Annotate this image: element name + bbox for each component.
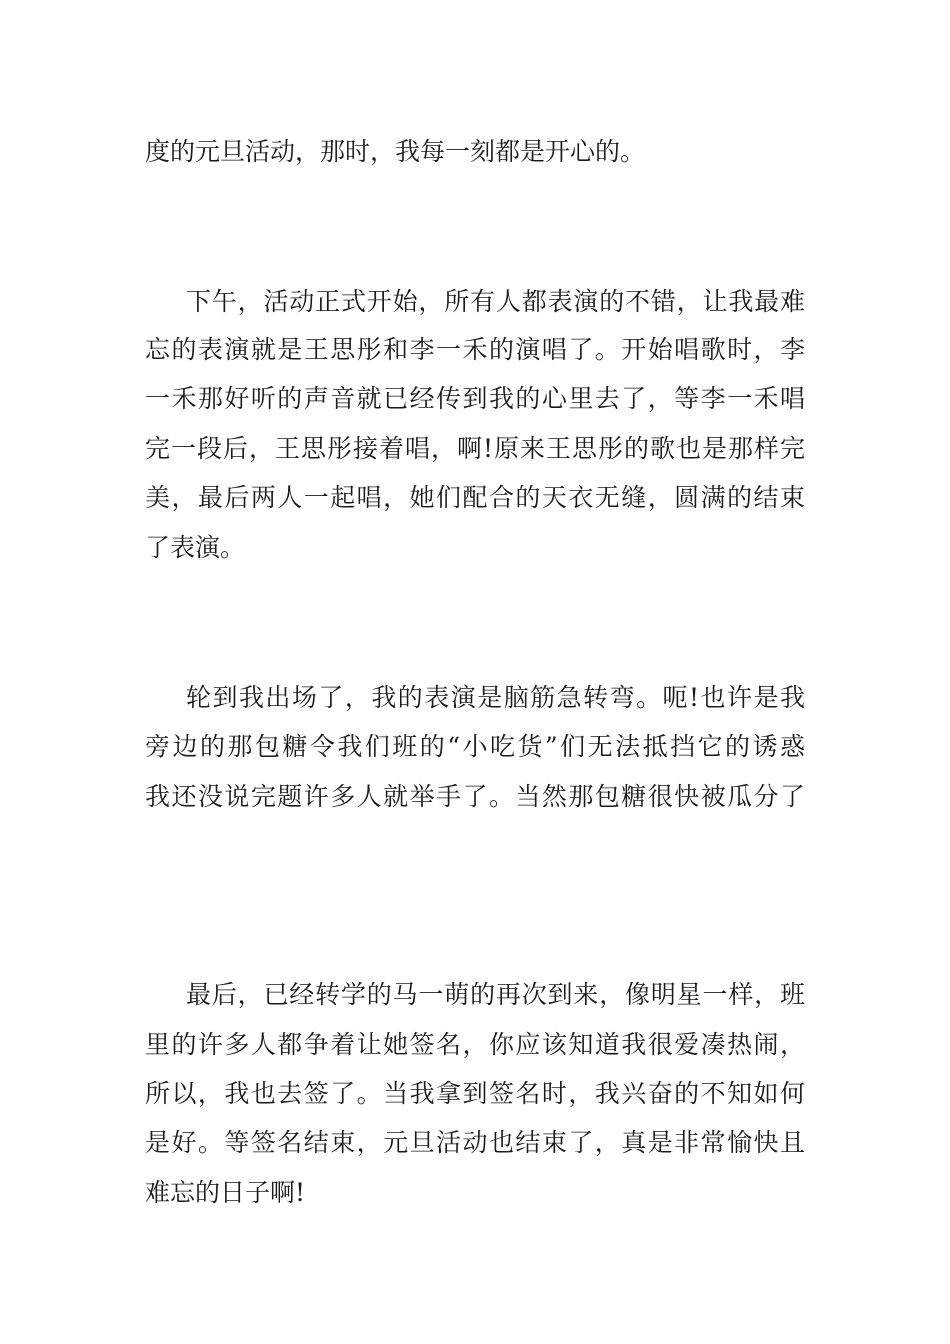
paragraph-2-line-3: 一禾那好听的声音就已经传到我的心里去了，等李一禾唱 — [145, 384, 805, 413]
paragraph-4-line-2: 里的许多人都争着让她签名，你应该知道我很爱凑热闹， — [145, 1030, 805, 1059]
paragraph-2-line-5: 美，最后两人一起唱，她们配合的天衣无缝，圆满的结束 — [145, 483, 805, 512]
paragraph-2-line-6: 了表演。 — [145, 533, 246, 562]
paragraph-3-line-3: 我还没说完题许多人就举手了。当然那包糖很快被瓜分了 — [145, 782, 805, 811]
paragraph-4-line-1: 最后，已经转学的马一萌的再次到来，像明星一样，班 — [186, 980, 805, 1009]
paragraph-2-line-2: 忘的表演就是王思彤和李一禾的演唱了。开始唱歌时，李 — [145, 335, 805, 364]
paragraph-2-line-4: 完一段后，王思彤接着唱，啊!原来王思彤的歌也是那样完 — [145, 434, 805, 463]
paragraph-1-line-1: 度的元旦活动，那时，我每一刻都是开心的。 — [145, 137, 646, 166]
paragraph-3-line-2: 旁边的那包糖令我们班的“小吃货”们无法抵挡它的诱惑 — [145, 732, 805, 761]
paragraph-2-line-1: 下午，活动正式开始，所有人都表演的不错，让我最难 — [186, 287, 805, 316]
paragraph-4-line-5: 难忘的日子啊! — [145, 1178, 306, 1207]
paragraph-3-line-1: 轮到我出场了，我的表演是脑筋急转弯。呃!也许是我 — [186, 683, 805, 712]
paragraph-4-line-3: 所以，我也去签了。当我拿到签名时，我兴奋的不知如何 — [145, 1079, 805, 1108]
paragraph-4-line-4: 是好。等签名结束，元旦活动也结束了，真是非常愉快且 — [145, 1128, 805, 1157]
